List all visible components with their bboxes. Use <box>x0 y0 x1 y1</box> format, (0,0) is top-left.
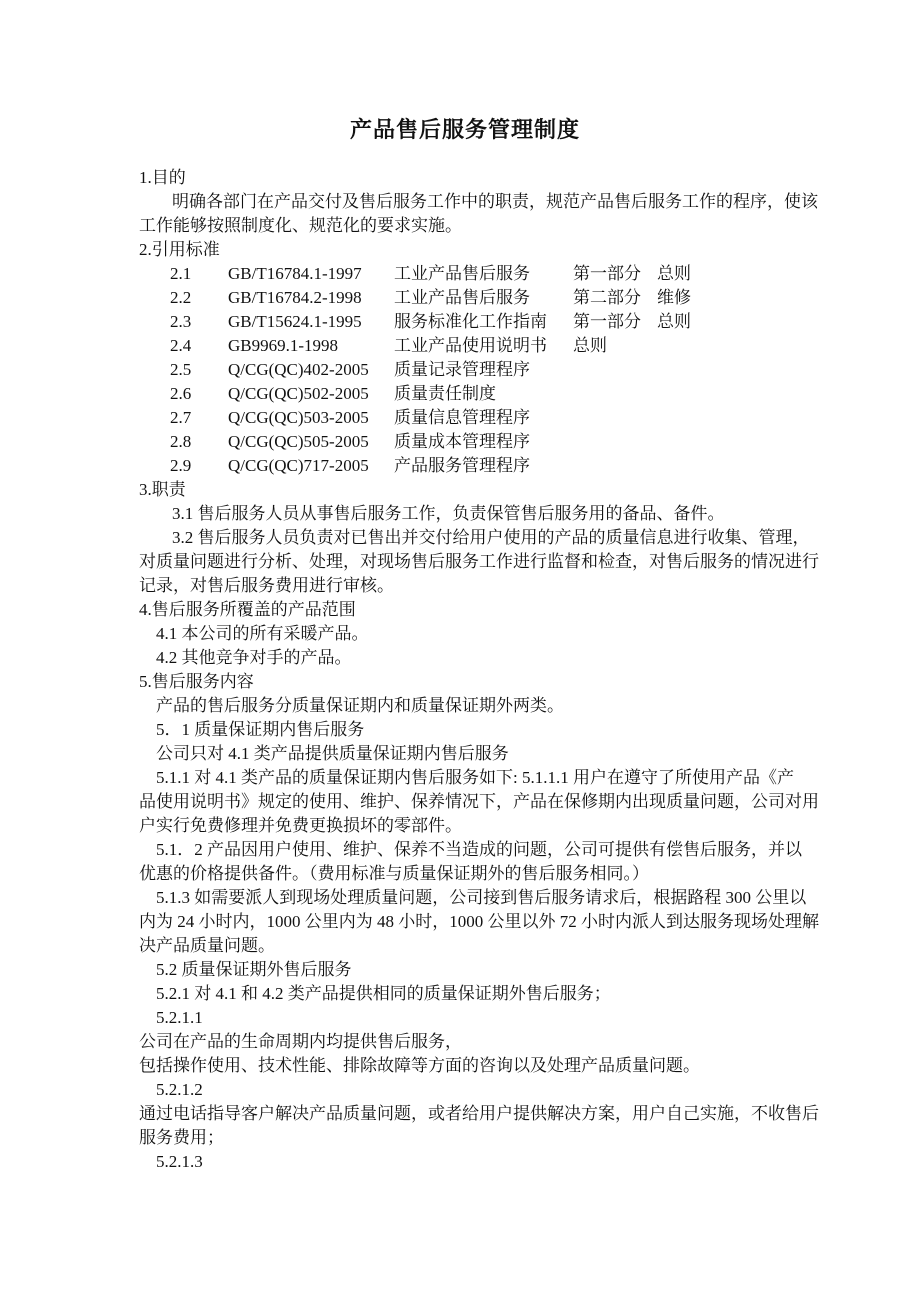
doc-line-duty-3-2: 3.2 售后服务人员负责对已售出并交付给用户使用的产品的质量信息进行收集、管理， <box>172 528 810 547</box>
standards-row <box>139 382 791 406</box>
standard-part: 第二部分 <box>573 288 641 307</box>
doc-line-5-1-3: 5.1.3 如需要派人到现场处理质量问题，公司接到售后服务请求后，根据路程 300 公里以 <box>156 888 807 907</box>
standard-name: 质量信息管理程序 <box>394 408 530 427</box>
standards-row <box>139 454 791 478</box>
doc-line-purpose-body-1: 明确各部门在产品交付及售后服务工作中的职责，规范产品售后服务工作的程序，使该 <box>172 192 818 211</box>
standards-row <box>139 406 791 430</box>
standard-note: 总则 <box>657 312 691 331</box>
standard-name: 质量责任制度 <box>394 384 496 403</box>
doc-line-5-1-intro: 公司只对 4.1 类产品提供质量保证期内售后服务 <box>156 744 509 763</box>
standard-name: 工业产品售后服务 <box>394 288 530 307</box>
standards-row <box>139 430 791 454</box>
standard-name: 产品服务管理程序 <box>394 456 530 475</box>
standard-number: 2.1 <box>170 264 192 283</box>
standard-code: Q/CG(QC)717-2005 <box>228 456 369 475</box>
doc-line-5-1-1-cont-1: 品使用说明书》规定的使用、维护、保养情况下，产品在保修期内出现质量问题，公司对用 <box>139 792 819 811</box>
standard-part: 第一部分 <box>573 312 641 331</box>
standard-code: GB9969.1-1998 <box>228 336 339 355</box>
doc-line-5-1-3-cont-2: 决产品质量问题。 <box>139 936 275 955</box>
standards-row <box>139 286 791 310</box>
doc-line-5-2-1-1-body-2: 包括操作使用、技术性能、排除故障等方面的咨询以及处理产品质量问题。 <box>139 1056 700 1075</box>
standard-code: Q/CG(QC)402-2005 <box>228 360 369 379</box>
standard-code: GB/T16784.1-1997 <box>228 264 362 283</box>
standard-number: 2.5 <box>170 360 192 379</box>
doc-line-duty-3-2-cont-1: 对质量问题进行分析、处理，对现场售后服务工作进行监督和检查，对售后服务的情况进行 <box>139 552 819 571</box>
standard-name: 质量记录管理程序 <box>394 360 530 379</box>
standard-number: 2.7 <box>170 408 192 427</box>
doc-line-duty-3-1: 3.1 售后服务人员从事售后服务工作，负责保管售后服务用的备品、备件。 <box>172 504 725 523</box>
standards-row <box>139 310 791 334</box>
document-content <box>139 112 819 1174</box>
doc-line-5-2-heading: 5.2 质量保证期外售后服务 <box>156 960 352 979</box>
standard-note: 维修 <box>657 288 691 307</box>
doc-line-5-2-1-1-body-1: 公司在产品的生命周期内均提供售后服务， <box>139 1032 462 1051</box>
standard-number: 2.3 <box>170 312 192 331</box>
doc-line-purpose-body-2: 工作能够按照制度化、规范化的要求实施。 <box>139 216 462 235</box>
standards-row <box>139 334 791 358</box>
doc-line-duties-heading: 3.职责 <box>139 480 186 499</box>
doc-line-5-1-3-cont-1: 内为 24 小时内，1000 公里内为 48 小时，1000 公里以外 72 小时内派人到达服务现场处理解 <box>139 912 819 931</box>
standard-name: 工业产品售后服务 <box>394 264 530 283</box>
doc-line-5-2-1-2-body-1: 通过电话指导客户解决产品质量问题，或者给用户提供解决方案，用户自己实施，不收售后 <box>139 1104 819 1123</box>
standard-code: Q/CG(QC)502-2005 <box>228 384 369 403</box>
doc-line-5-2-1-3: 5.2.1.3 <box>156 1152 203 1171</box>
doc-line-scope-heading: 4.售后服务所覆盖的产品范围 <box>139 600 356 619</box>
doc-line-5-1-1: 5.1.1 对 4.1 类产品的质量保证期内售后服务如下: 5.1.1.1 用户在遵守了所使用产品《产 <box>156 768 794 787</box>
standard-name: 工业产品使用说明书 <box>394 336 547 355</box>
document-title: 产品售后服务管理制度 <box>349 117 580 142</box>
doc-line-5-2-1-2-body-2: 服务费用； <box>139 1128 224 1147</box>
standard-part: 总则 <box>573 336 607 355</box>
standard-code: GB/T15624.1-1995 <box>228 312 362 331</box>
standards-row <box>139 262 791 286</box>
standard-code: Q/CG(QC)503-2005 <box>228 408 369 427</box>
doc-line-service-content-intro: 产品的售后服务分质量保证期内和质量保证期外两类。 <box>156 696 564 715</box>
standard-name: 质量成本管理程序 <box>394 432 530 451</box>
standard-code: GB/T16784.2-1998 <box>228 288 362 307</box>
standards-row <box>139 358 791 382</box>
doc-line-duty-3-2-cont-2: 记录，对售后服务费用进行审核。 <box>139 576 394 595</box>
doc-line-scope-4-2: 4.2 其他竞争对手的产品。 <box>156 648 352 667</box>
standard-name: 服务标准化工作指南 <box>394 312 547 331</box>
doc-line-5-1-heading: 5．1 质量保证期内售后服务 <box>156 720 365 739</box>
doc-line-5-2-1-2: 5.2.1.2 <box>156 1080 203 1099</box>
doc-line-purpose-heading: 1.目的 <box>139 168 186 187</box>
doc-line-service-content-heading: 5.售后服务内容 <box>139 672 254 691</box>
standard-code: Q/CG(QC)505-2005 <box>228 432 369 451</box>
standard-number: 2.9 <box>170 456 192 475</box>
standard-number: 2.8 <box>170 432 192 451</box>
doc-line-5-2-1-1: 5.2.1.1 <box>156 1008 203 1027</box>
standard-number: 2.2 <box>170 288 192 307</box>
standard-note: 总则 <box>657 264 691 283</box>
standard-number: 2.6 <box>170 384 192 403</box>
standard-number: 2.4 <box>170 336 192 355</box>
doc-line-scope-4-1: 4.1 本公司的所有采暖产品。 <box>156 624 369 643</box>
doc-line-5-1-2: 5.1．2 产品因用户使用、维护、保养不当造成的问题，公司可提供有偿售后服务，并以 <box>156 840 802 859</box>
doc-line-standards-heading: 2.引用标准 <box>139 240 220 259</box>
standard-part: 第一部分 <box>573 264 641 283</box>
doc-line-5-1-1-cont-2: 户实行免费修理并免费更换损坏的零部件。 <box>139 816 462 835</box>
doc-line-5-2-1: 5.2.1 对 4.1 和 4.2 类产品提供相同的质量保证期外售后服务； <box>156 984 611 1003</box>
doc-line-5-1-2-cont: 优惠的价格提供备件。（费用标准与质量保证期外的售后服务相同。） <box>139 864 649 883</box>
